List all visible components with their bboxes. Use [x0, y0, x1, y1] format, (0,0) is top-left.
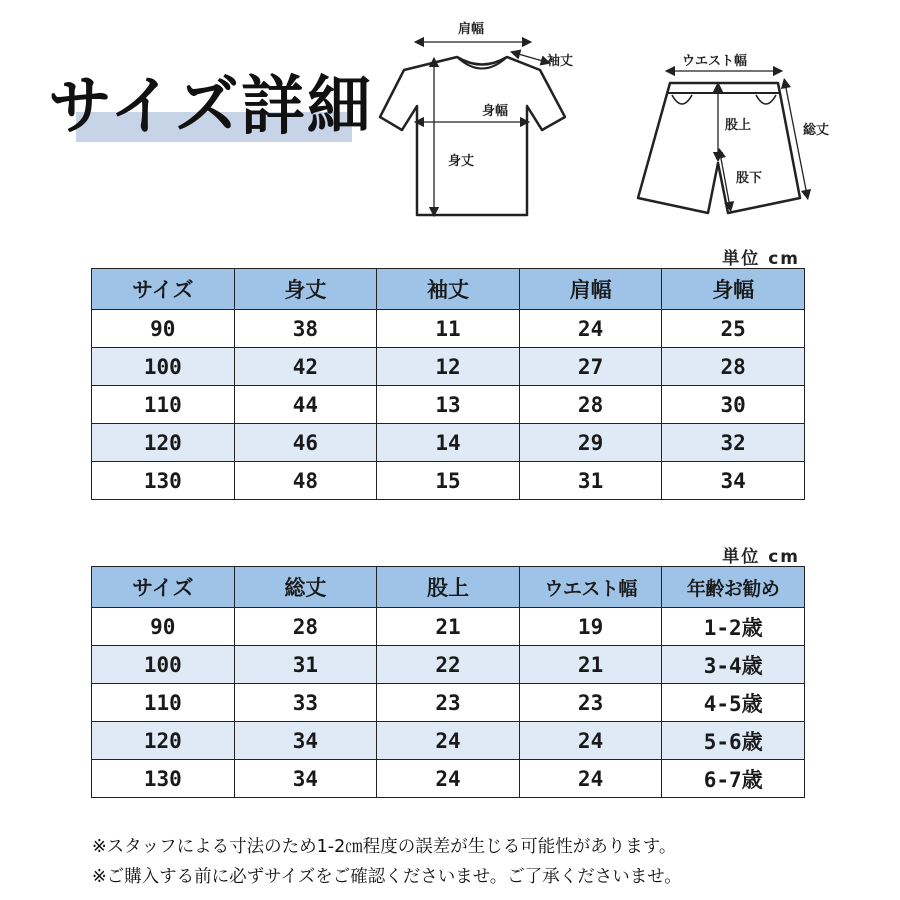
unit-label-pants: 単位 cm [722, 547, 800, 567]
shorts-illustration [630, 35, 840, 230]
table-cell: 28 [519, 386, 662, 424]
header-cell: 袖丈 [377, 269, 520, 310]
header-cell: 身幅 [662, 269, 805, 310]
table-cell: 24 [377, 722, 520, 760]
table-cell: 13 [377, 386, 520, 424]
table-cell: 6-7歳 [662, 760, 805, 798]
shorts-diagram [630, 35, 840, 230]
table-cell: 12 [377, 348, 520, 386]
table-cell: 28 [662, 348, 805, 386]
table-cell: 120 [92, 424, 235, 462]
inseam-label: 股下 [736, 171, 763, 186]
table-cell: 34 [234, 722, 377, 760]
table-cell: 46 [234, 424, 377, 462]
table-row [92, 348, 805, 386]
table-cell: 34 [662, 462, 805, 500]
header-cell: 身丈 [234, 269, 377, 310]
table-cell: 110 [92, 684, 235, 722]
note-line: ※スタッフによる寸法のため1-2㎝程度の誤差が生じる可能性があります。 [92, 837, 677, 857]
pants-size-table [91, 566, 805, 798]
table-cell: 3-4歳 [662, 646, 805, 684]
waist-label: ウエスト幅 [682, 54, 748, 69]
table-cell: 44 [234, 386, 377, 424]
table-cell: 31 [234, 646, 377, 684]
table-cell: 33 [234, 684, 377, 722]
tshirt-diagram [372, 10, 592, 225]
header-cell: サイズ [92, 269, 235, 310]
notes-block [92, 832, 682, 892]
table-cell: 4-5歳 [662, 684, 805, 722]
sleeve-label: 袖丈 [547, 54, 574, 69]
note-line: ※ご購入する前に必ずサイズをご確認くださいませ。ご了承くださいませ。 [92, 867, 682, 887]
header-cell: 股上 [377, 567, 520, 608]
table-cell: 30 [662, 386, 805, 424]
table-row [92, 760, 805, 798]
shoulder-label: 肩幅 [458, 22, 485, 37]
table-cell: 24 [519, 310, 662, 348]
table-cell: 31 [519, 462, 662, 500]
table-cell: 24 [377, 760, 520, 798]
table-cell: 24 [519, 722, 662, 760]
table-cell: 21 [519, 646, 662, 684]
table-row [92, 386, 805, 424]
header-cell: サイズ [92, 567, 235, 608]
table-cell: 34 [234, 760, 377, 798]
table-cell: 32 [662, 424, 805, 462]
table-cell: 21 [377, 608, 520, 646]
table-cell: 1-2歳 [662, 608, 805, 646]
rise-label: 股上 [725, 118, 752, 133]
table-cell: 48 [234, 462, 377, 500]
table-cell: 27 [519, 348, 662, 386]
table-row [92, 608, 805, 646]
table-row [92, 310, 805, 348]
header-cell: ウエスト幅 [519, 567, 662, 608]
table-cell: 24 [519, 760, 662, 798]
table-cell: 110 [92, 386, 235, 424]
table-row [92, 684, 805, 722]
title-block [48, 68, 373, 146]
table-cell: 100 [92, 348, 235, 386]
table-cell: 5-6歳 [662, 722, 805, 760]
tops-size-table [91, 268, 805, 500]
table-header-row [92, 269, 805, 310]
page-title: サイズ詳細 [48, 70, 373, 144]
tshirt-outline [380, 57, 565, 215]
length-label: 身丈 [448, 154, 475, 169]
table-cell: 38 [234, 310, 377, 348]
table-cell: 14 [377, 424, 520, 462]
table-cell: 19 [519, 608, 662, 646]
table-cell: 28 [234, 608, 377, 646]
table-cell: 23 [377, 684, 520, 722]
table-cell: 42 [234, 348, 377, 386]
table-row [92, 722, 805, 760]
shorts-outline [638, 83, 800, 213]
table-cell: 90 [92, 608, 235, 646]
table-cell: 23 [519, 684, 662, 722]
table-row [92, 646, 805, 684]
table-cell: 22 [377, 646, 520, 684]
header-cell: 肩幅 [519, 269, 662, 310]
unit-label-tops: 単位 cm [722, 249, 800, 269]
total-length-label: 総丈 [803, 123, 830, 138]
tshirt-illustration [372, 10, 592, 225]
table-cell: 29 [519, 424, 662, 462]
chest-label: 身幅 [482, 104, 509, 119]
table-cell: 100 [92, 646, 235, 684]
table-row [92, 462, 805, 500]
table-cell: 11 [377, 310, 520, 348]
table-cell: 120 [92, 722, 235, 760]
table-row [92, 424, 805, 462]
header-cell: 総丈 [234, 567, 377, 608]
table-header-row [92, 567, 805, 608]
table-cell: 130 [92, 462, 235, 500]
header-cell: 年齢お勧め [662, 567, 805, 608]
table-cell: 90 [92, 310, 235, 348]
table-cell: 25 [662, 310, 805, 348]
table-cell: 130 [92, 760, 235, 798]
table-cell: 15 [377, 462, 520, 500]
